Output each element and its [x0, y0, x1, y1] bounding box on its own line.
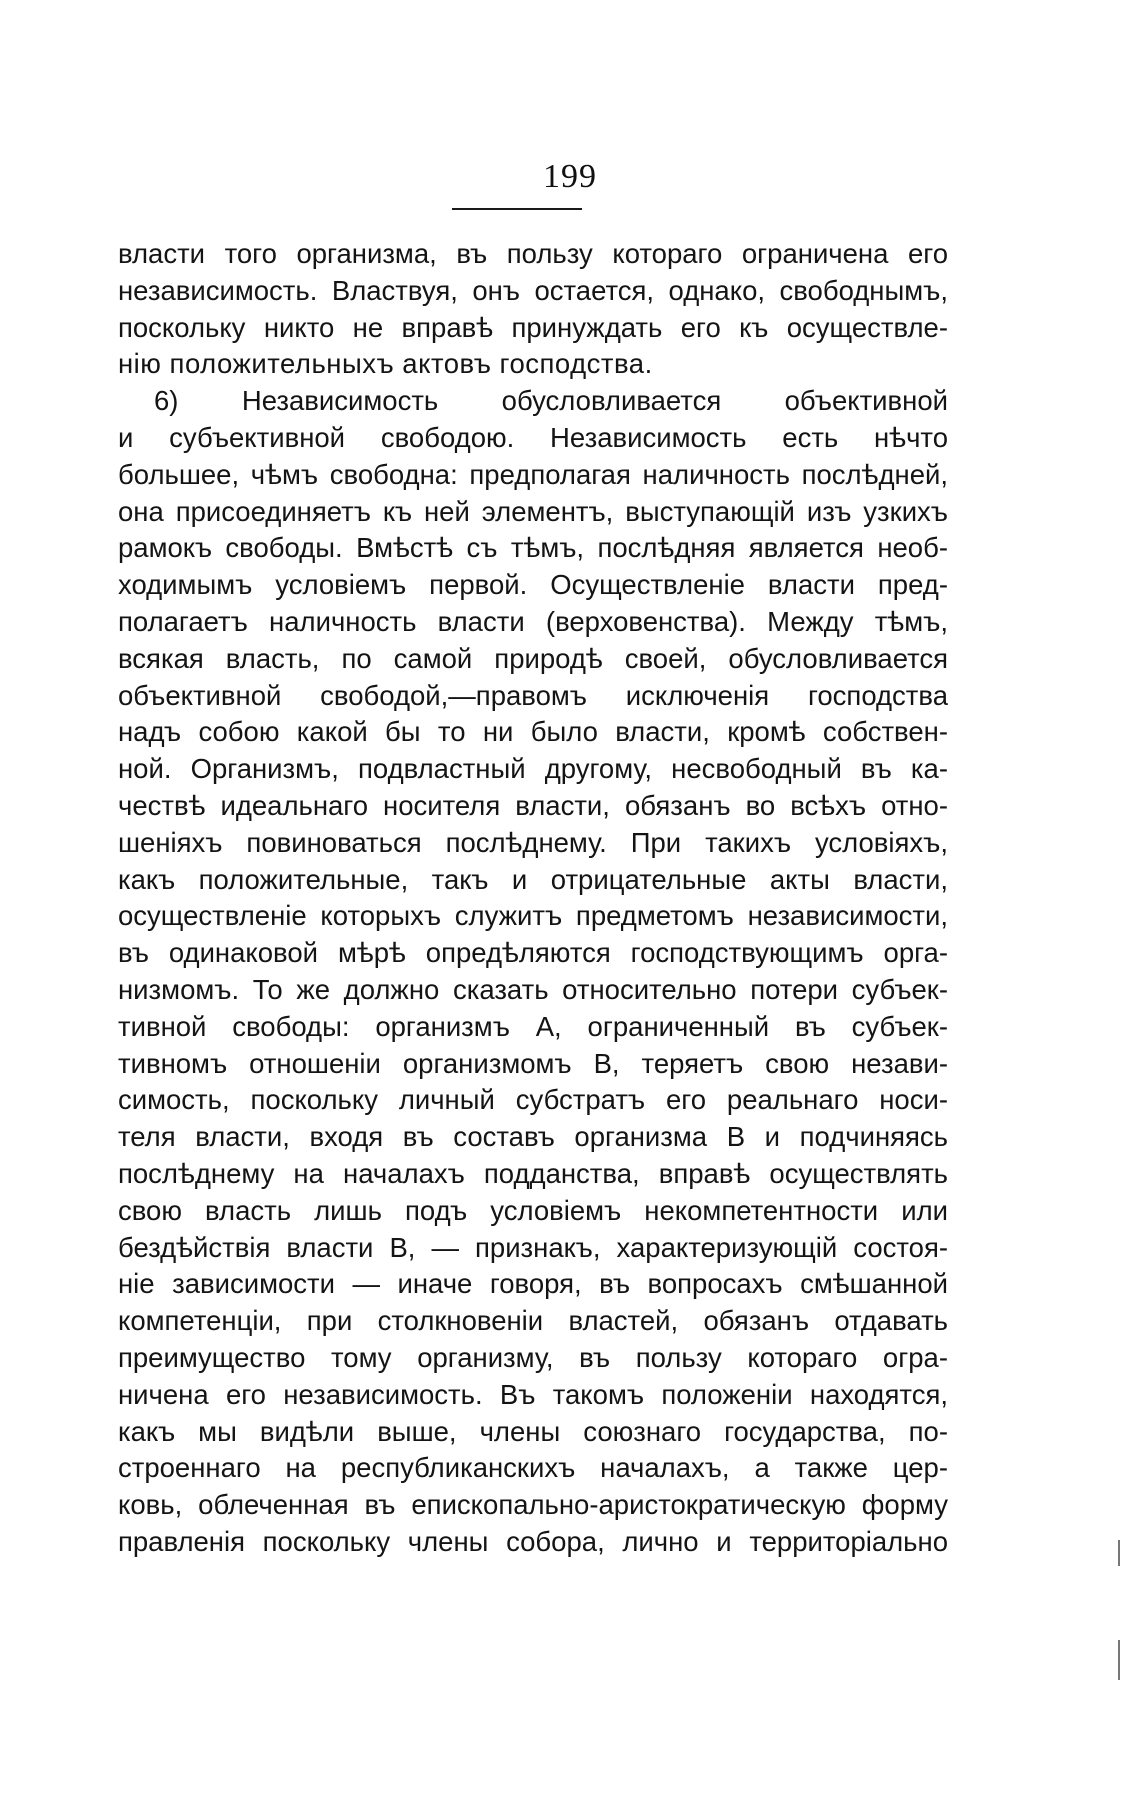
text-line: ковь, облеченная въ епископально-аристократическую форму	[118, 1489, 948, 1521]
text-line: теля власти, входя въ составъ организма В и подчиняясь	[118, 1121, 948, 1153]
text-line: полагаетъ наличность власти (верховенства). Между тѣмъ,	[118, 605, 948, 637]
text-line: ничена его независимость. Въ такомъ положеніи находятся,	[118, 1378, 948, 1410]
text-line: она присоединяетъ къ ней элементъ, выступающій изъ узкихъ	[118, 495, 948, 527]
text-line: ной. Организмъ, подвластный другому, несвободный въ ка-	[118, 753, 948, 785]
text-line: симость, поскольку личный субстратъ его реальнаго носи-	[118, 1084, 948, 1116]
text-line: ніе зависимости — иначе говоря, въ вопросахъ смѣшанной	[118, 1268, 948, 1300]
text-line: послѣднему на началахъ подданства, вправѣ осуществлять	[118, 1157, 948, 1189]
text-line: объективной свободой,—правомъ исключенія господства	[118, 679, 948, 711]
text-line: преимущество тому организму, въ пользу котораго огра-	[118, 1341, 948, 1373]
page-number: 199	[543, 158, 597, 195]
text-line: въ одинаковой мѣрѣ опредѣляются господствующимъ орга-	[118, 937, 948, 969]
text-line: какъ положительные, такъ и отрицательные акты власти,	[118, 863, 948, 895]
text-line: рамокъ свободы. Вмѣстѣ съ тѣмъ, послѣдняя является необ-	[118, 532, 948, 564]
body-text	[118, 236, 948, 1561]
text-line: правленія поскольку члены собора, лично и территоріально	[118, 1525, 948, 1557]
text-line: всякая власть, по самой природѣ своей, обусловливается	[118, 642, 948, 674]
text-line: власти того организма, въ пользу котораго ограничена его	[118, 238, 948, 269]
text-line: 6) Независимость обусловливается объективной	[154, 385, 948, 417]
text-line: ходимымъ условіемъ первой. Осуществленіе власти пред-	[118, 569, 948, 601]
text-line: компетенціи, при столкновеніи властей, обязанъ отдавать	[118, 1305, 948, 1337]
text-line: нію положительныхъ актовъ господства.	[118, 348, 653, 380]
scan-edge-mark	[1118, 1540, 1120, 1566]
scan-edge-mark	[1118, 1640, 1120, 1680]
text-line: надъ собою какой бы то ни было власти, кромѣ собствен-	[118, 716, 948, 748]
text-line: низмомъ. То же должно сказать относительно потери субъек-	[118, 973, 948, 1005]
text-line: поскольку никто не вправѣ принуждать его къ осуществле-	[118, 311, 948, 343]
text-line: большее, чѣмъ свободна: предполагая наличность послѣдней,	[118, 458, 948, 490]
text-line: тивномъ отношеніи организмомъ В, теряетъ свою незави-	[118, 1047, 948, 1079]
text-line: чествѣ идеальнаго носителя власти, обязанъ во всѣхъ отно-	[118, 789, 948, 821]
text-line: какъ мы видѣли выше, члены союзнаго государства, по-	[118, 1415, 948, 1447]
text-line: и субъективной свободою. Независимость есть нѣчто	[118, 421, 948, 453]
text-line: свою власть лишь подъ условіемъ некомпетентности или	[118, 1194, 948, 1226]
page-number-rule	[452, 208, 582, 210]
text-line: строеннаго на республиканскихъ началахъ, а также цер-	[118, 1452, 948, 1484]
text-line: осуществленіе которыхъ служитъ предметомъ независимости,	[118, 900, 948, 932]
text-line: тивной свободы: организмъ А, ограниченный въ субъек-	[118, 1010, 948, 1042]
text-line: шеніяхъ повиноваться послѣднему. При такихъ условіяхъ,	[118, 826, 948, 858]
text-line: независимость. Властвуя, онъ остается, однако, свободнымъ,	[118, 274, 948, 306]
text-line: бездѣйствія власти В, — признакъ, характеризующій состоя-	[118, 1231, 948, 1263]
